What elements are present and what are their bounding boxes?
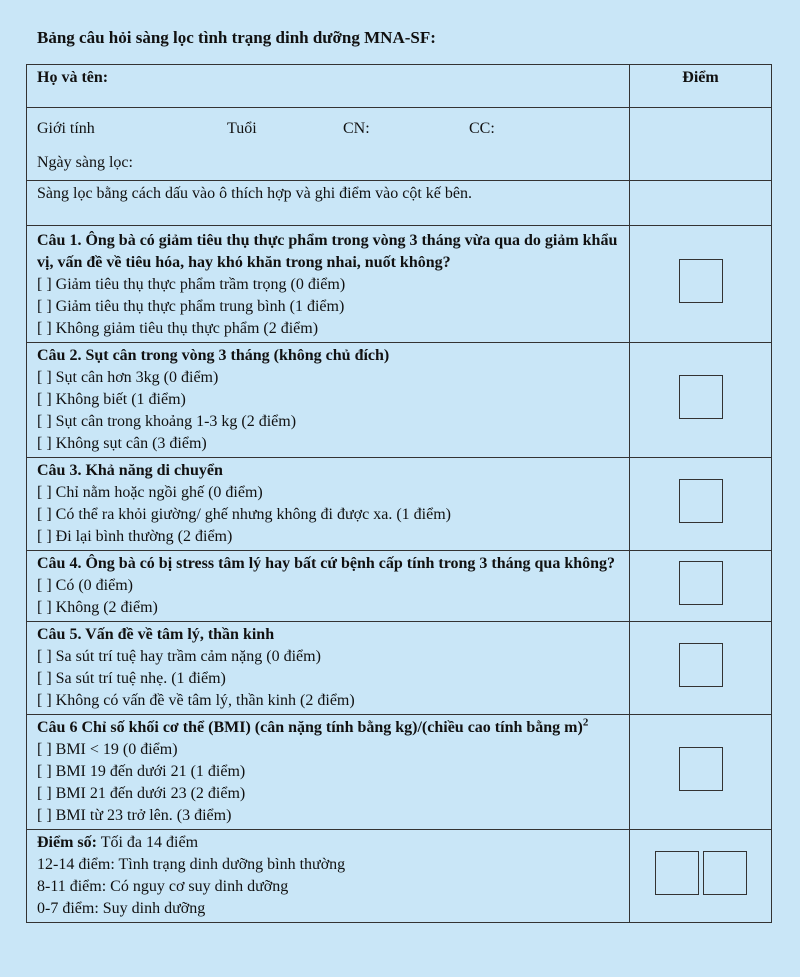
q2-option-3[interactable]: [ ] Không sụt cân (3 điểm) bbox=[37, 435, 207, 452]
height-label[interactable]: CC: bbox=[469, 120, 495, 137]
total-score-boxes bbox=[655, 851, 747, 895]
q2-option-2[interactable]: [ ] Sụt cân trong khoảng 1-3 kg (2 điểm) bbox=[37, 413, 297, 430]
q6-option-0[interactable]: [ ] BMI < 19 (0 điểm) bbox=[37, 741, 178, 758]
q5-option-2[interactable]: [ ] Không có vấn đề về tâm lý, thần kinh (2 điểm) bbox=[37, 692, 355, 709]
q1-score-box[interactable] bbox=[679, 259, 723, 303]
screening-date-label[interactable]: Ngày sàng lọc: bbox=[37, 154, 133, 171]
summary-line-2: 0-7 điểm: Suy dinh dưỡng bbox=[37, 900, 206, 917]
q2-score-box[interactable] bbox=[679, 375, 723, 419]
summary-header bbox=[37, 832, 619, 854]
question-row-1 bbox=[27, 226, 772, 343]
gender-label[interactable]: Giới tính bbox=[37, 120, 95, 137]
q3-option-1[interactable]: [ ] Có thể ra khỏi giường/ ghế nhưng không đi được xa. (1 điểm) bbox=[37, 506, 451, 523]
instruction-score-cell bbox=[630, 181, 772, 226]
question-6-superscript: 2 bbox=[582, 716, 589, 729]
question-2-title: Câu 2. Sụt cân trong vòng 3 tháng (không chủ đích) bbox=[37, 347, 390, 364]
question-1-title: Câu 1. Ông bà có giảm tiêu thụ thực phẩm trong vòng 3 tháng vừa qua do giảm khẩu vị, vấn đề về tiêu hóa, hay khó khăn trong nhai, nuốt không? bbox=[37, 232, 618, 271]
question-4-title: Câu 4. Ông bà có bị stress tâm lý hay bất cứ bệnh cấp tính trong 3 tháng qua không? bbox=[37, 555, 616, 572]
question-row-5 bbox=[27, 622, 772, 715]
q6-option-2[interactable]: [ ] BMI 21 đến dưới 23 (2 điểm) bbox=[37, 785, 246, 802]
name-row bbox=[27, 65, 772, 108]
summary-line-1: 8-11 điểm: Có nguy cơ suy dinh dưỡng bbox=[37, 878, 289, 895]
name-label[interactable]: Họ và tên: bbox=[27, 65, 630, 108]
q1-option-2[interactable]: [ ] Không giảm tiêu thụ thực phẩm (2 điểm) bbox=[37, 320, 319, 337]
q4-option-0[interactable]: [ ] Có (0 điểm) bbox=[37, 577, 133, 594]
question-row-2 bbox=[27, 343, 772, 458]
q5-option-0[interactable]: [ ] Sa sút trí tuệ hay trầm cảm nặng (0 điểm) bbox=[37, 648, 321, 665]
q3-option-2[interactable]: [ ] Đi lại bình thường (2 điểm) bbox=[37, 528, 233, 545]
age-label[interactable]: Tuổi bbox=[227, 120, 257, 137]
question-3-title: Câu 3. Khả năng di chuyển bbox=[37, 462, 223, 479]
question-row-6 bbox=[27, 715, 772, 830]
info-cell bbox=[27, 108, 630, 181]
q1-option-1[interactable]: [ ] Giảm tiêu thụ thực phẩm trung bình (1 điểm) bbox=[37, 298, 345, 315]
info-score-cell bbox=[630, 108, 772, 181]
summary-label: Điểm số: bbox=[37, 834, 97, 851]
q4-option-1[interactable]: [ ] Không (2 điểm) bbox=[37, 599, 158, 616]
summary-line-0: 12-14 điểm: Tình trạng dinh dưỡng bình thường bbox=[37, 856, 346, 873]
weight-label[interactable]: CN: bbox=[343, 120, 370, 137]
q6-score-box[interactable] bbox=[679, 747, 723, 791]
info-row bbox=[27, 108, 772, 181]
q2-option-1[interactable]: [ ] Không biết (1 điểm) bbox=[37, 391, 186, 408]
q3-option-0[interactable]: [ ] Chỉ nằm hoặc ngồi ghế (0 điểm) bbox=[37, 484, 263, 501]
question-row-4 bbox=[27, 551, 772, 622]
q6-option-3[interactable]: [ ] BMI từ 23 trở lên. (3 điểm) bbox=[37, 807, 232, 824]
q6-option-1[interactable]: [ ] BMI 19 đến dưới 21 (1 điểm) bbox=[37, 763, 246, 780]
q1-option-0[interactable]: [ ] Giảm tiêu thụ thực phẩm trầm trọng (0 điểm) bbox=[37, 276, 346, 293]
instruction-row bbox=[27, 181, 772, 226]
summary-max: Tối đa 14 điểm bbox=[96, 834, 199, 851]
question-6-title bbox=[37, 717, 619, 739]
question-5-title: Câu 5. Vấn đề về tâm lý, thần kinh bbox=[37, 626, 275, 643]
summary-row bbox=[27, 830, 772, 923]
page-title: Bảng câu hỏi sàng lọc tình trạng dinh dưỡng MNA-SF: bbox=[37, 28, 436, 47]
q4-score-box[interactable] bbox=[679, 561, 723, 605]
instruction-text: Sàng lọc bằng cách dấu vào ô thích hợp và ghi điểm vào cột kế bên. bbox=[27, 181, 630, 226]
question-row-3 bbox=[27, 458, 772, 551]
total-score-box-tens[interactable] bbox=[655, 851, 699, 895]
question-6-title-text: Câu 6 Chỉ số khối cơ thể (BMI) (cân nặng tính bằng kg)/(chiều cao tính bằng m) bbox=[37, 719, 583, 736]
mna-sf-form-table bbox=[26, 64, 772, 923]
q2-option-0[interactable]: [ ] Sụt cân hơn 3kg (0 điểm) bbox=[37, 369, 219, 386]
score-column-header: Điểm bbox=[630, 65, 772, 108]
q5-option-1[interactable]: [ ] Sa sút trí tuệ nhẹ. (1 điểm) bbox=[37, 670, 226, 687]
total-score-box-units[interactable] bbox=[703, 851, 747, 895]
q5-score-box[interactable] bbox=[679, 643, 723, 687]
q3-score-box[interactable] bbox=[679, 479, 723, 523]
